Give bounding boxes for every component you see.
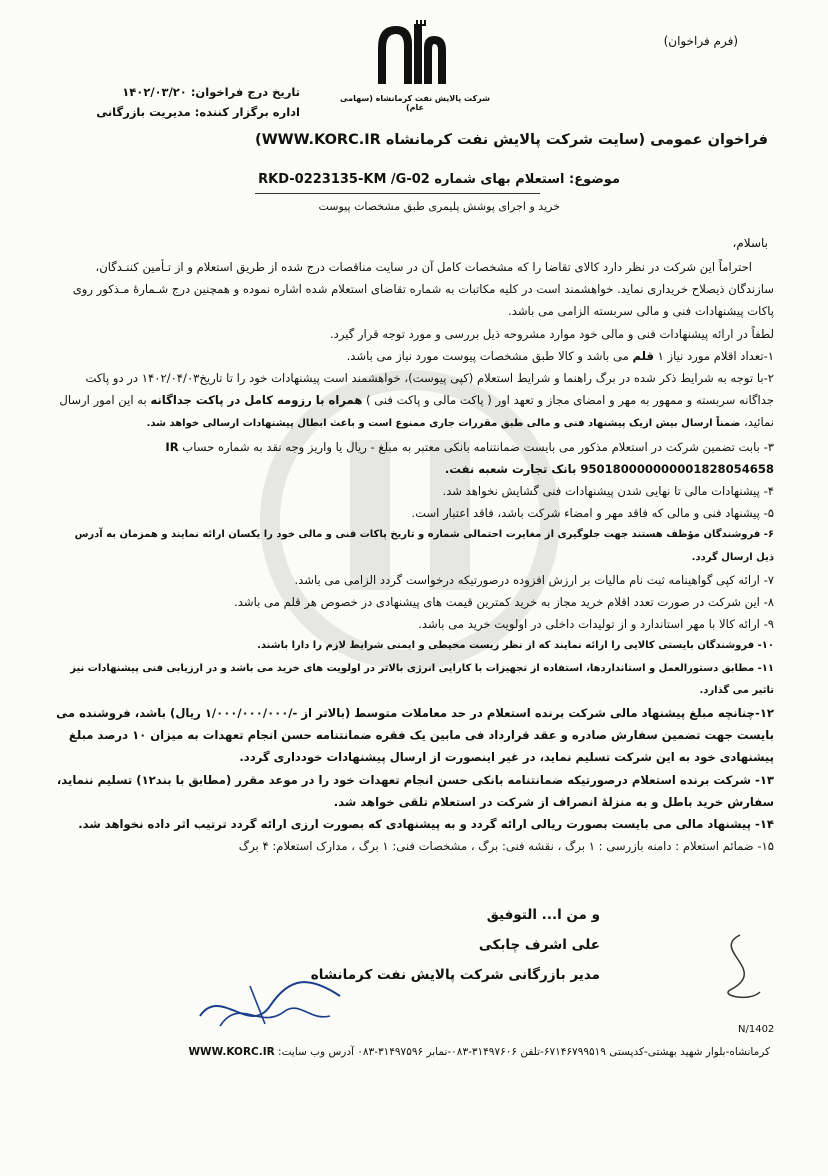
item-5: ۵- پیشنهاد فنی و مالی که فاقد مهر و امضاء شرکت باشد، فاقد اعتبار است. bbox=[411, 506, 774, 521]
footer bbox=[60, 1046, 770, 1058]
item-3-text: ۳- بابت تضمین شرکت در استعلام مذکور می بایست ضمانتنامه بانکی معتبر به مبلغ - ریال یا واریز وجه نقد به شماره حساب bbox=[178, 439, 774, 454]
item-14: ۱۴- پیشنهاد مالی می بایست بصورت ریالی ارائه گردد و به پیشنهادی که بصورت ارزی ارائه گردد ترتیب اثر داده نخواهد شد. bbox=[78, 817, 774, 832]
item-1-unit: قلم bbox=[632, 348, 654, 363]
item-7: ۷- ارائه کپی گواهینامه ثبت نام مالیات بر ارزش افزوده درصورتیکه درخواست گردد الزامی می باشد. bbox=[294, 572, 774, 587]
item-2-rest: به این امور ارسال نمائید، bbox=[59, 393, 774, 430]
item-2-resume-note: همراه با رزومه کامل در پاکت جداگانه bbox=[150, 393, 363, 408]
signer-name: علی اشرف چابکی bbox=[478, 937, 600, 953]
handwritten-signature bbox=[190, 966, 350, 1046]
paragraph-intro: احتراماً این شرکت در نظر دارد کالای تقاضا را که مشخصات کامل آن در سایت مناقصات درج شده از طریق استعلام و از تـأمین کننـدگان، سازندگان ذیصلاح خریداری نماید. خواهشمند است در کلیه مکاتبات به شماره تقاضای استعلام شده اشاره نموده و همچنین درج شـمارهٔ مـذکور روی پاکات پیشنهادات فنی و مالی سربسته الزامی می باشد. bbox=[72, 260, 774, 319]
item-10: ۱۰- فروشندگان بایستی کالایی را ارائه نمایند که از نظر زیست محیطی و ایمنی شرایط لازم را دارا باشند. bbox=[257, 640, 774, 652]
item-9: ۹- ارائه کالا با مهر استاندارد و از تولیدات داخلی در اولویت خرید می باشد. bbox=[418, 617, 774, 632]
item-15: ۱۵- ضمائم استعلام : دامنه بازرسی : ۱ برگ ، نقشه فنی: برگ ، مشخصات فنی: ۱ برگ ، مدارک استعلام: ۴ برگ bbox=[238, 839, 774, 854]
company-logo bbox=[372, 18, 452, 86]
item-3-bank: بانک تجارت شعبه نفت. bbox=[444, 461, 581, 476]
signer-position: مدیر بازرگانی شرکت پالایش نفت کرمانشاه bbox=[310, 967, 600, 983]
item-4: ۴- پیشنهادات مالی تا نهایی شدن پیشنهادات فنی گشایش نخواهد شد. bbox=[442, 484, 774, 499]
item-2-warning: ضمناً ارسال بیش ازیک پیشنهاد فنی و مالی طبق مقررات جاری ممنوع است و باعث ابطال پیشنهادات ارسالی خواهد شد. bbox=[146, 418, 741, 430]
organizer-office: اداره برگزار کننده: مدیریت بازرگانی bbox=[96, 105, 300, 119]
item-3-account-number: IR 950180000000001828054658 bbox=[165, 439, 774, 476]
item-3 bbox=[54, 436, 774, 480]
document-body bbox=[54, 256, 774, 857]
paragraph-request: لطفاً در ارائه پیشنهادات فنی و مالی خود موارد مشروحه ذیل بررسی و مورد توجه قرار گیرد. bbox=[329, 326, 774, 341]
item-1-rest: می باشد و کالا طبق مشخصات پیوست مورد نیاز می باشد. bbox=[346, 348, 633, 363]
footer-website-link[interactable]: WWW.KORC.IR bbox=[188, 1046, 275, 1058]
item-1 bbox=[54, 345, 774, 367]
announcement-date: تاریخ درج فراخوان: ۱۴۰۲/۰۳/۲۰ bbox=[122, 85, 300, 99]
item-13: ۱۳- شرکت برنده استعلام درصورتیکه ضمانتنامه بانکی حسن انجام تعهدات خود را در موعد مقرر (مطابق با بند۱۲) تسلیم ننماید، سفارش خرید باطل و به منزلهٔ انصراف از شرکت در استعلام تلقی خواهد شد. bbox=[56, 772, 774, 809]
item-12: ۱۲-چنانچه مبلغ پیشنهاد مالی شرکت برنده استعلام در حد معاملات متوسط (بالاتر از -/۱/۰۰۰/۰۰۰/۰۰۰ ریال) باشد، فروشنده می بایست جهت تضمین سفارش صادره و عقد قرارداد فی مابین یک فقره ضمانتنامه حسن انجام تعهدات به میزان ۱۰ درصد مبلغ پیشنهادی خود به این شرکت تسلیم نماید، در غیر اینصورت از ارسال پیشنهادات خودداری گردد. bbox=[56, 706, 774, 765]
item-1-text: ۱-تعداد اقلام مورد نیاز ۱ bbox=[653, 348, 774, 363]
item-2 bbox=[54, 367, 774, 436]
subject-description: خرید و اجرای پوشش پلیمری طبق مشخصات پیوست bbox=[318, 200, 560, 213]
subject-underline bbox=[255, 193, 540, 194]
item-6: ۶- فروشندگان مؤظف هستند جهت جلوگیری از مغایرت احتمالی شماره و تاریخ پاکات فنی و مالی خود را یکسان ارائه نمایند و همزمان به آدرس ذیل ارسال گردد. bbox=[74, 529, 774, 563]
stamp-mark bbox=[700, 930, 780, 1010]
item-11: ۱۱- مطابق دستورالعمل و استانداردها، استفاده از تجهیزات با کارایی انرژی بالاتر در اولویت های خرید می باشد و در ارزیابی فنی پیشنهادات نیز تاثیر می گذارد. bbox=[70, 662, 774, 696]
form-label: (فرم فراخوان) bbox=[663, 34, 738, 48]
item-2-text: ۲-با توجه به شرایط ذکر شده در برگ راهنما و شرایط استعلام (کپی پیوست)، خواهشمند است پیشنهادات خود را تا تاریخ۱۴۰۲/۰۴/۰۳ در دو پاکت جداگانه سربسته و ممهور به مهر و امضای مجاز و تعهد اور ( پاکت مالی و پاکت فنی ) bbox=[85, 371, 774, 408]
footer-address: کرمانشاه-بلوار شهید بهشتی-کدپستی ۶۷۱۴۶۷۹۹۵۱۹-تلفن ۳۱۴۹۷۶۰۶-۰۸۳-نمابر ۳۱۴۹۷۵۹۶-۰۸۳ آدرس وب سایت: bbox=[274, 1046, 770, 1058]
greeting: باسلام، bbox=[732, 236, 768, 250]
reference-number: N/1402 bbox=[738, 1024, 775, 1035]
subject-line: موضوع: استعلام بهای شماره RKD-0223135-KM /G-02 bbox=[258, 172, 620, 187]
header-meta bbox=[90, 82, 300, 122]
item-8: ۸- این شرکت در صورت تعدد اقلام خرید مجاز به خرید کمترین قیمت های پیشنهادی در خصوص هر قلم می باشد. bbox=[234, 595, 774, 610]
page-title: فراخوان عمومی (سایت شرکت پالایش نفت کرمانشاه WWW.KORC.IR) bbox=[255, 132, 768, 148]
closing-phrase: و من ا... التوفیق bbox=[486, 907, 600, 923]
company-name: شرکت پالایش نفت کرمانشاه (سهامی عام) bbox=[340, 94, 490, 112]
